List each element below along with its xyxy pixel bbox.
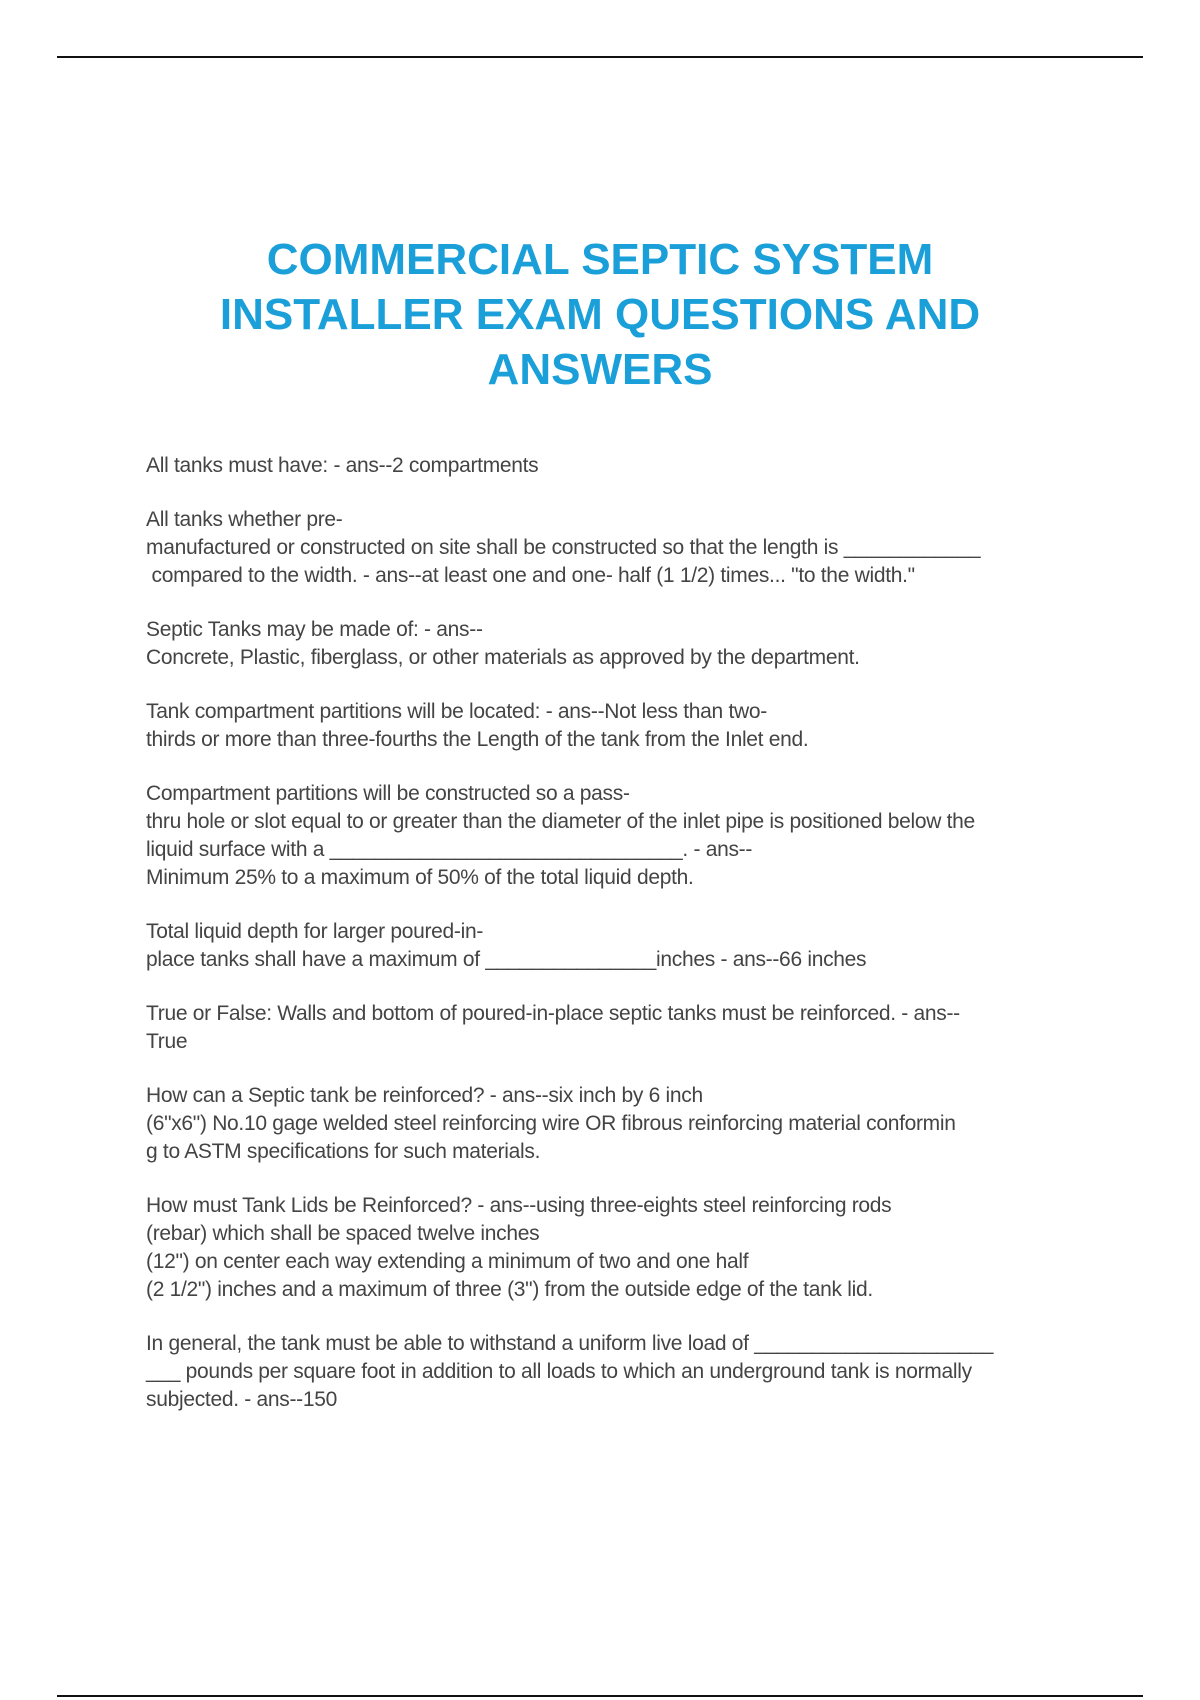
qa-line: (rebar) which shall be spaced twelve inches <box>146 1222 540 1245</box>
qa-line: thirds or more than three-fourths the Length of the tank from the Inlet end. <box>146 728 809 751</box>
bottom-rule <box>57 1695 1143 1697</box>
qa-line: liquid surface with a _______________________________. - ans-- <box>146 838 753 861</box>
qa-line: Tank compartment partitions will be located: - ans--Not less than two- <box>146 700 767 723</box>
title-line: INSTALLER EXAM QUESTIONS AND <box>219 290 981 339</box>
qa-entry <box>146 1192 1096 1304</box>
qa-entry <box>146 616 1096 672</box>
qa-line: How must Tank Lids be Reinforced? - ans--using three-eights steel reinforcing rods <box>146 1194 892 1217</box>
qa-line: Minimum 25% to a maximum of 50% of the total liquid depth. <box>146 866 694 889</box>
qa-entry <box>146 1000 1096 1056</box>
qa-entry <box>146 1330 1096 1414</box>
qa-entry <box>146 918 1096 974</box>
title-line: ANSWERS <box>487 345 713 394</box>
title-line: COMMERCIAL SEPTIC SYSTEM <box>266 235 934 284</box>
qa-line: Total liquid depth for larger poured-in- <box>146 920 484 943</box>
qa-entry <box>146 698 1096 754</box>
qa-line: (2 1/2") inches and a maximum of three (3") from the outside edge of the tank lid. <box>146 1278 873 1301</box>
qa-line: subjected. - ans--150 <box>146 1388 337 1411</box>
qa-line: True <box>146 1030 188 1053</box>
qa-line: g to ASTM specifications for such materials. <box>146 1140 541 1163</box>
qa-line: thru hole or slot equal to or greater than the diameter of the inlet pipe is positioned below the <box>146 810 975 833</box>
qa-line: (6"x6") No.10 gage welded steel reinforcing wire OR fibrous reinforcing material conformin <box>146 1112 956 1135</box>
qa-line: manufactured or constructed on site shall be constructed so that the length is ____________ <box>146 536 981 559</box>
qa-entry <box>146 452 1096 480</box>
qa-line: Concrete, Plastic, fiberglass, or other materials as approved by the department. <box>146 646 860 669</box>
qa-line: All tanks must have: - ans--2 compartments <box>146 454 539 477</box>
qa-entry <box>146 506 1096 590</box>
qa-line: How can a Septic tank be reinforced? - ans--six inch by 6 inch <box>146 1084 703 1107</box>
qa-line: True or False: Walls and bottom of poured-in-place septic tanks must be reinforced. - ans-- <box>146 1002 960 1025</box>
qa-line: (12") on center each way extending a minimum of two and one half <box>146 1250 749 1273</box>
qa-line: ___ pounds per square foot in addition to all loads to which an underground tank is normally <box>146 1360 972 1383</box>
qa-list <box>146 452 1096 1440</box>
qa-line: Compartment partitions will be constructed so a pass- <box>146 782 630 805</box>
qa-entry <box>146 780 1096 892</box>
qa-line: In general, the tank must be able to withstand a uniform live load of _____________________ <box>146 1332 994 1355</box>
qa-line: All tanks whether pre- <box>146 508 343 531</box>
top-rule <box>57 56 1143 58</box>
qa-line: Septic Tanks may be made of: - ans-- <box>146 618 483 641</box>
qa-entry <box>146 1082 1096 1166</box>
qa-line: place tanks shall have a maximum of _______________inches - ans--66 inches <box>146 948 867 971</box>
page-title <box>100 232 1100 397</box>
qa-line: compared to the width. - ans--at least one and one- half (1 1/2) times... "to the width." <box>146 564 915 587</box>
